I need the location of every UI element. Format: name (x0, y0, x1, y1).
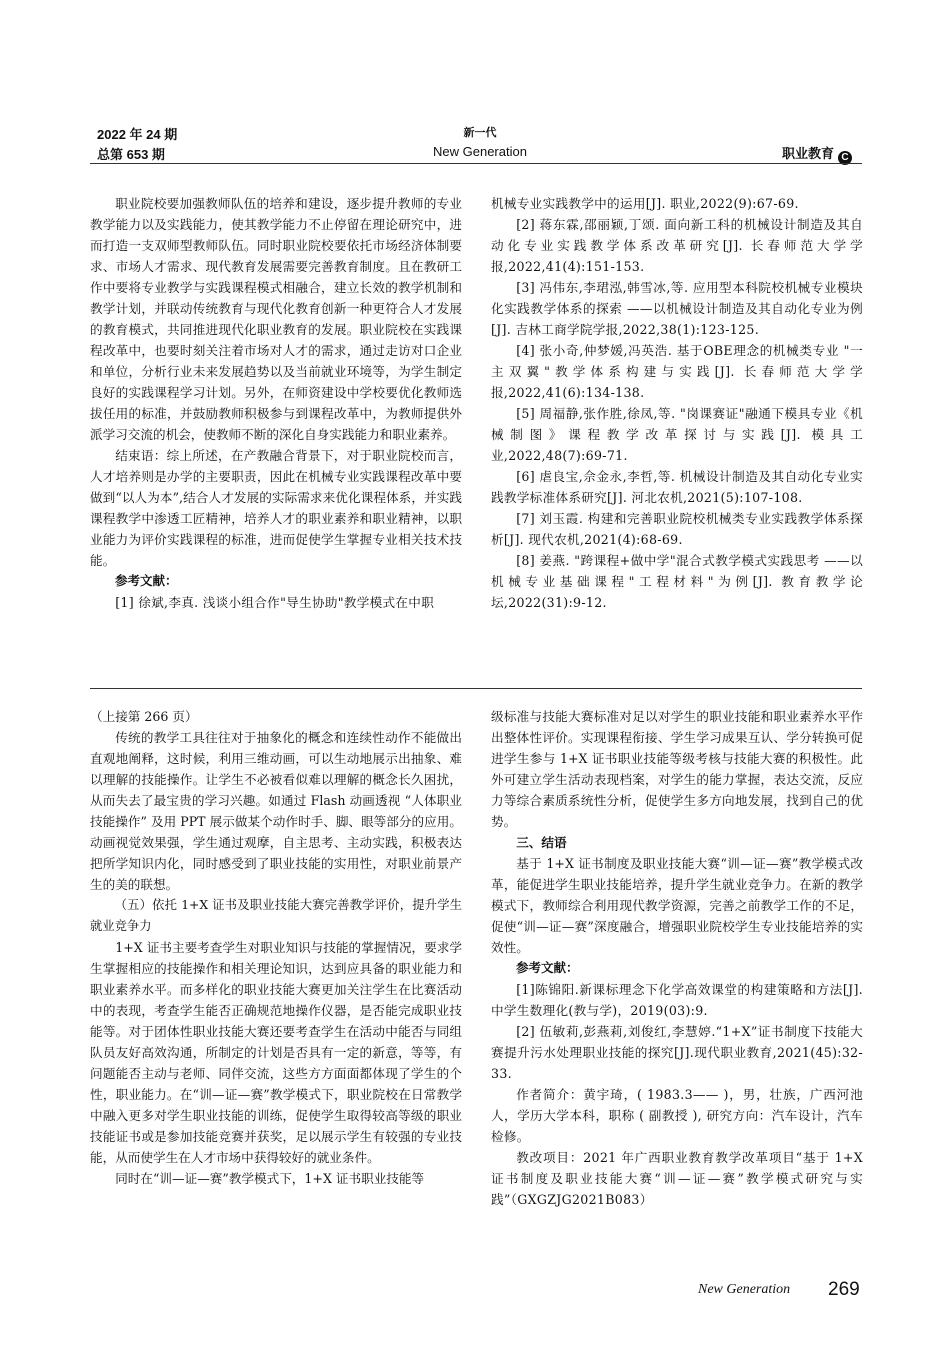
reference-item: [5] 周福静,张作胜,徐凤,等. "岗课赛证"融通下模具专业《机械制图》课程教学改革探讨与实践[J]. 模具工业,2022,48(7):69-71. (491, 406, 863, 463)
paragraph: 基于 1+X 证书制度及职业技能大赛“训—证—赛”教学模式改革，能促进学生职业技能培养，提升学生就业竞争力。在新的教学模式下，教师综合利用现代教学资源，完善之前教学工作的不足，促使“训—证—赛”深度融合，增强职业院校学生专业技能培养的实效性。 (491, 856, 863, 955)
reference-item: 机械专业实践教学中的运用[J]. 职业,2022(9):67-69. (491, 196, 799, 211)
bottom-right-column (491, 706, 863, 1210)
journal-title-en: New Generation (433, 144, 527, 159)
journal-title-cn: 新一代 (463, 126, 497, 139)
reference-item: [2] 蒋东霖,邵丽颖,丁颂. 面向新工科的机械设计制造及其自动化专业实践教学体系改革研究[J]. 长春师范大学学报,2022,41(4):151-153. (491, 217, 863, 274)
top-right-column (491, 193, 863, 613)
reference-item: [6] 虐良宝,佘金永,李哲,等. 机械设计制造及其自动化专业实践教学标准体系研究[J]. 河北农机,2021(5):107-108. (491, 469, 863, 505)
continued-note: （上接第 266 页） (90, 709, 198, 724)
section-logo-icon: C (838, 151, 852, 165)
reference-item: [8] 姜燕. "跨课程+做中学"混合式教学模式实践思考 ——以机械专业基础课程"工程材料"为例[J]. 教育教学论坛,2022(31):9-12. (491, 553, 863, 610)
reference-item: [3] 冯伟东,李珺泓,韩雪冰,等. 应用型本科院校机械专业模块化实践教学体系的探索 ——以机械设计制造及其自动化专业为例[J]. 吉林工商学院学报,2022,38(1):123-125. (491, 280, 863, 337)
header-rule (90, 163, 862, 164)
paragraph: 同时在“训—证—赛”教学模式下，1+X 证书职业技能等 (115, 1171, 425, 1186)
subsection-heading: （五）依托 1+X 证书及职业技能大赛完善教学评价，提升学生就业竞争力 (90, 898, 462, 933)
project-note: 教改项目：2021 年广西职业教育教学改革项目“基于 1+X 证书制度及职业技能大赛“训—证—赛”教学模式研究与实践”（GXGZJG2021B083） (491, 1150, 863, 1207)
reference-item: [2] 伍敏莉,彭燕莉,刘俊红,李慧婷.“1+X”证书制度下技能大赛提升污水处理职业技能的探究[J].现代职业教育,2021(45):32-33. (491, 1024, 863, 1081)
reference-item: [1]陈锦阳.新课标理念下化学高效课堂的构建策略和方法[J].中学生数理化(教与学)，2019(03):9. (491, 982, 863, 1018)
page-number: 269 (828, 1279, 860, 1300)
references-title: 参考文献： (516, 961, 579, 975)
total-issue-label: 总第 653 期 (97, 147, 165, 162)
author-bio: 作者简介：黄宇琦，( 1983.3—— )，男，壮族，广西河池人，学历大学本科，职称 ( 副教授 ), 研究方向：汽车设计，汽车检修。 (491, 1087, 863, 1144)
section-divider (90, 688, 862, 689)
reference-item: [7] 刘玉霞. 构建和完善职业院校机械类专业实践教学体系探析[J]. 现代农机,2021(4):68-69. (491, 511, 863, 547)
paragraph: 1+X 证书主要考查学生对职业知识与技能的掌握情况，要求学生掌握相应的技能操作和相关理论知识，达到应具备的职业能力和职业素养水平。而多样化的职业技能大赛更加关注学生在比赛活动中的表现，考查学生能否正确规范地操作仪器，是否能完成职业技能等。对于团体性职业技能大赛还要考查学生在活动中能否与同组队员友好高效沟通，所制定的计划是否具有一定的新意，等等，有问题能否主动与老师、同伴交流，这些方方面面都体现了学生的个性，职业能力。在“训—证—赛”教学模式下，职业院校在日常教学中融入更多对学生职业技能的训练，促使学生取得较高等级的职业技能证书或是参加技能竞赛并获奖，足以展示学生有较强的专业技能，从而使学生在人才市场中获得较好的就业条件。 (90, 940, 462, 1165)
bottom-left-column (90, 706, 462, 1189)
top-left-column (90, 193, 462, 613)
footer-journal: New Generation (698, 1282, 791, 1297)
paragraph: 传统的教学工具往往对于抽象化的概念和连续性动作不能做出直观地阐释，这时候，利用三维动画，可以生动地展示出抽象、难以理解的技能操作。让学生不必被看似难以理解的概念长久困扰，从而失去了最宝贵的学习兴趣。如通过 Flash 动画透视 “人体职业技能操作” 及用 PPT 展示做某个动作时手、脚、眼等部分的应用。动画视觉效果强，学生通过观摩，自主思考、主动实践，积极表达把所学知识内化，同时感受到了职业技能的实用性，对职业前景产生的美的联想。 (90, 730, 462, 892)
paragraph: 级标准与技能大赛标准对足以对学生的职业技能和职业素养水平作出整体性评价。实现课程衔接、学生学习成果互认、学分转换可促进学生参与 1+X 证书职业技能等级考核与技能大赛的积极性。此外可建立学生活动表现档案，对学生的能力掌握，表达交流，反应力等综合素质系统性分析，促使学生多方向地发展，找到自己的优势。 (491, 709, 863, 829)
section-header (782, 143, 852, 165)
issue-label: 2022 年 24 期 (97, 127, 178, 142)
section-title: 三、结语 (516, 835, 567, 850)
section-label: 职业教育 (782, 146, 835, 161)
reference-item: [1] 徐斌,李真. 浅谈小组合作"导生协助"教学模式在中职 (115, 595, 435, 610)
paragraph: 结束语：综上所述，在产教融合背景下，对于职业院校而言，人才培养则是办学的主要职责，因此在机械专业实践课程改革中要做到“以人为本”,结合人才发展的实际需求来优化课程体系，并实践课程教学中渗透工匠精神，培养人才的职业素养和职业精神，以职业能力为评价实践课程的标准，进而促使学生掌握专业相关技术技能。 (90, 448, 462, 568)
reference-item: [4] 张小奇,仲梦媛,冯英浩. 基于OBE理念的机械类专业 "一主双翼"教学体系构建与实践[J]. 长春师范大学学报,2022,41(6):134-138. (491, 343, 863, 400)
references-title: 参考文献： (115, 574, 178, 588)
paragraph: 职业院校要加强教师队伍的培养和建设，逐步提升教师的专业教学能力以及实践能力，使其教学能力不止停留在理论研究中，进而打造一支双师型教师队伍。同时职业院校要依托市场经济体制要求、市场人才需求、现代教育发展需要完善教育制度。且在教研工作中要将专业教学与实践课程模式相融合，建立长效的教学机制和教学计划，并联动传统教育与现代化教育创新一种更符合人才发展的教育模式，共同推进现代化职业教育的发展。职业院校在实践课程改革中，也要时刻关注着市场对人才的需求，通过走访对口企业和单位，分析行业未来发展趋势以及当前就业环境等，为学生制定良好的实践课程学习计划。另外，在师资建设中学校要优化教师选拔任用的标准，并鼓励教师积极参与到课程改革中，为教师提供外派学习交流的机会，使教师不断的深化自身实践能力和职业素养。 (90, 196, 462, 442)
